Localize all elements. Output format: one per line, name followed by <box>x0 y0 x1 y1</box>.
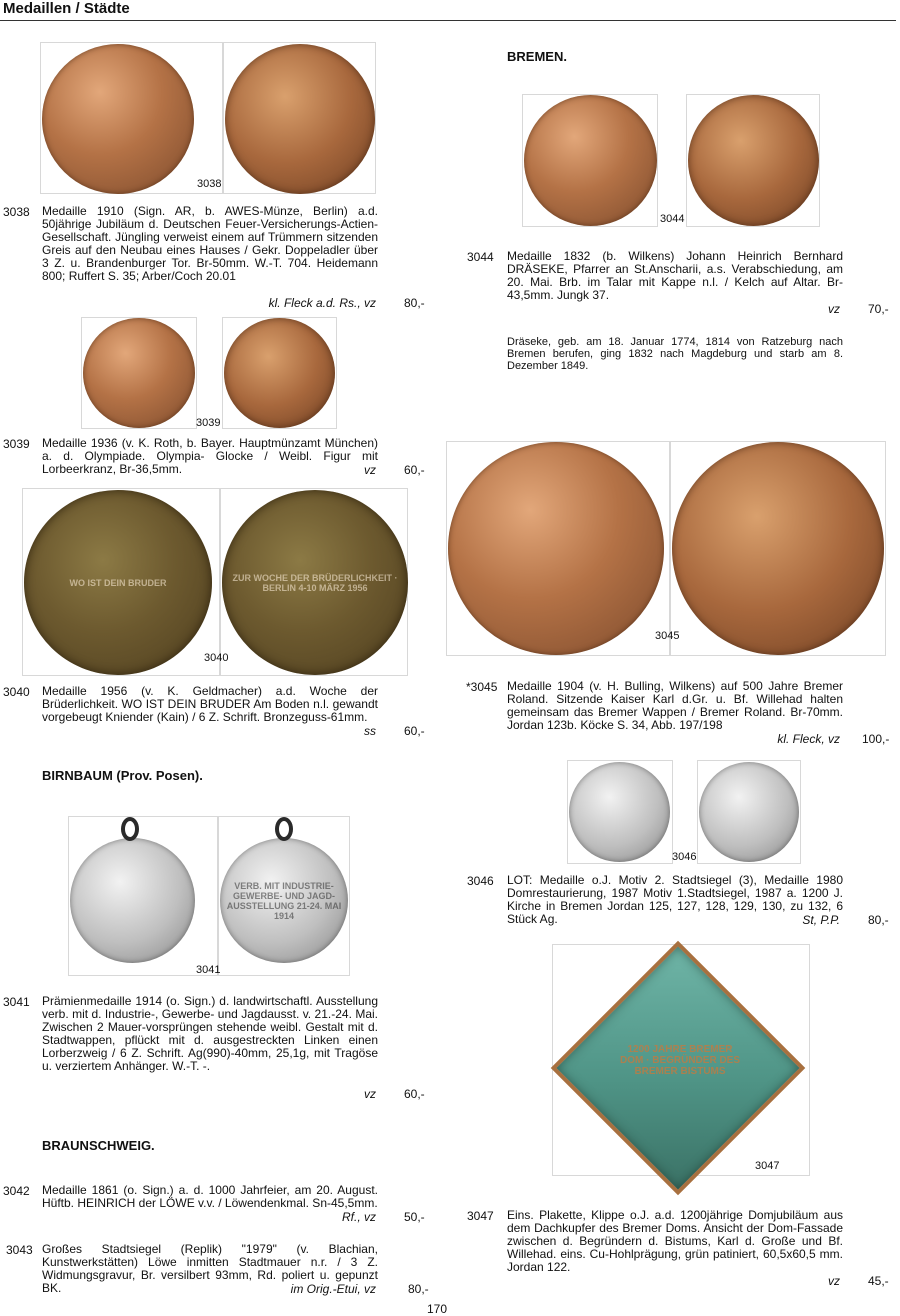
lot-price: 60,- <box>404 724 425 738</box>
lot-price: 50,- <box>404 1210 425 1224</box>
lot-grade: Rf., vz <box>341 1210 376 1224</box>
coin-reverse-image <box>220 838 348 963</box>
lot-grade: vz <box>364 463 376 477</box>
lot-grade: St, P.P. <box>802 913 840 927</box>
coin-reverse-image <box>225 44 375 194</box>
suspension-loop-image <box>121 817 139 841</box>
suspension-loop-image <box>275 817 293 841</box>
coin-obverse-image <box>448 442 664 655</box>
lot-grade: vz <box>828 302 840 316</box>
lot-number: 3038 <box>3 205 30 219</box>
coin-inscription-image: WO IST DEIN BRUDER <box>69 577 167 588</box>
coin-obverse-image <box>83 318 195 428</box>
plaque-inscription-image: 1200 JAHRE BREMER DOM · BEGRÜNDER DES BREMER BISTUMS <box>620 1043 741 1077</box>
section-heading-braunschweig: BRAUNSCHWEIG. <box>42 1138 155 1153</box>
lot-price: 70,- <box>868 302 889 316</box>
lot-number: 3041 <box>3 995 30 1009</box>
coin-reverse-image <box>224 318 335 428</box>
lot-number: 3044 <box>467 250 494 264</box>
lot-price: 100,- <box>862 732 890 746</box>
lot-grade: ss <box>364 724 376 738</box>
lot-description: Medaille 1936 (v. K. Roth, b. Bayer. Hauptmünzamt München) a. d. Olympiade. Olympia- Glocke / Weibl. Figur mit Lorbeerkranz, Br-36,5mm. <box>42 436 378 476</box>
coin-obverse-image <box>569 762 670 862</box>
image-number: 3040 <box>204 652 229 664</box>
lot-price: 60,- <box>404 1087 425 1101</box>
lot-description: Medaille 1832 (b. Wilkens) Johann Heinrich Bernhard DRÄSEKE, Pfarrer an St.Anscharii, a.s. Verabschiedung, am 20. Mai. Brb. im Talar mit Kappe n.l. / Kelch auf Altar. Br-43,5mm. Jungk 37. <box>507 249 843 302</box>
coin-reverse-image <box>699 762 799 862</box>
coin-obverse-image <box>42 44 194 194</box>
lot-number: 3040 <box>3 685 30 699</box>
lot-price: 45,- <box>868 1274 889 1288</box>
lot-description: Medaille 1910 (Sign. AR, b. AWES-Münze, Berlin) a.d. 50jährige Jubiläum d. Deutschen Feuer-Versicherungs-Actien-Gesellschaft. Jüngling verweist einem auf Trümmern sitzenden Greis auf den Neubau eines Hauses / Gekr. Doppeladler über 3 Z. u. Brandenburger Tor. Br-50mm. W.-T. 704. Heidemann 800; Ruffert S. 35; Arber/Coch 20.01 <box>42 204 378 283</box>
lot-grade: vz <box>828 1274 840 1288</box>
lot-footnote: Dräseke, geb. am 18. Januar 1774, 1814 von Ratzeburg nach Bremen berufen, ging 1832 nach Magdeburg und starb am 8. Dezember 1849. <box>507 336 843 372</box>
page-number: 170 <box>427 1302 448 1316</box>
page-title: Medaillen / Städte <box>3 0 130 17</box>
coin-obverse-image <box>70 838 195 963</box>
section-heading-birnbaum: BIRNBAUM (Prov. Posen). <box>42 768 203 783</box>
lot-price: 80,- <box>404 296 425 310</box>
lot-number: 3047 <box>467 1209 494 1223</box>
coin-inscription-image: ZUR WOCHE DER BRÜDERLICHKEIT · BERLIN 4-10 MÄRZ 1956 <box>232 572 398 593</box>
page-header <box>0 0 900 22</box>
lot-description: Eins. Plakette, Klippe o.J. a.d. 1200jährige Domjubiläum aus dem Dachkupfer des Bremer Doms. Ansicht der Dom-Fassade zwischen d. Begründern d. Bistums, Karl d. Große und Bf. Willehad. eins. Cu-Hohlprägung, grün patiniert, 60,5x60,5 mm. Jordan 122. <box>507 1208 843 1274</box>
lot-number: 3039 <box>3 437 30 451</box>
image-number: 3041 <box>196 964 221 976</box>
image-number: 3047 <box>755 1160 780 1172</box>
header-divider <box>0 20 896 21</box>
lot-number: 3043 <box>6 1243 33 1257</box>
coin-reverse-image <box>222 490 408 675</box>
coin-reverse-image <box>672 442 884 655</box>
lot-price: 60,- <box>404 463 425 477</box>
image-number: 3046 <box>672 851 697 863</box>
lot-price: 80,- <box>408 1282 429 1296</box>
coin-obverse-image <box>24 490 212 675</box>
lot-grade: im Orig.-Etui, vz <box>290 1282 376 1296</box>
lot-grade: kl. Fleck a.d. Rs., vz <box>268 296 376 310</box>
coin-reverse-image <box>688 95 819 226</box>
lot-description: Großes Stadtsiegel (Replik) "1979" (v. Blachian, Kunstwerkstätten) Löwe inmitten Stadtmauer n.r. / 3 Z. Widmungsgravur, Br. versilbert 93mm, Rd. poliert u. gepunzt BK. <box>42 1242 378 1295</box>
image-number: 3038 <box>197 178 222 190</box>
image-number: 3045 <box>655 630 680 642</box>
lot-description: Medaille 1904 (v. H. Bulling, Wilkens) auf 500 Jahre Bremer Roland. Sitzende Kaiser Karl d.Gr. u. Bf. Willehad halten gemeinsam das Bremer Wappen / Bremer Roland. Br-70mm. Jordan 123b. Köcke S. 34, Abb. 197/198 <box>507 679 843 732</box>
coin-inscription-image: VERB. MIT INDUSTRIE- GEWERBE- UND JAGD-AUSSTELLUNG 21-24. MAI 1914 <box>226 880 342 921</box>
lot-description: Prämienmedaille 1914 (o. Sign.) d. landwirtschaftl. Ausstellung verb. mit d. Industrie-, Gewerbe- und Jagdausst. v. 21.-24. Mai. Zwischen 2 Mauer-vorsprüngen stehende weibl. Gestalt mit d. Stadtwappen, pflückt mit d. ausgestreckten Linken einen Lorberzweig / 6 Z. Schrift. Ag(990)-40mm, 25,1g, mit Tragöse u. verziertem Anhänger. W.-T. -. <box>42 994 378 1073</box>
section-heading-bremen: BREMEN. <box>507 49 567 64</box>
image-number: 3039 <box>196 417 221 429</box>
lot-description: Medaille 1956 (v. K. Geldmacher) a.d. Woche der Brüderlichkeit. WO IST DEIN BRUDER Am Boden n.l. gewandt vorgebeugt Kniender (Kain) / 6 Z. Schrift. Bronzeguss-61mm. <box>42 684 378 724</box>
lot-number: 3046 <box>467 874 494 888</box>
lot-grade: vz <box>364 1087 376 1101</box>
lot-number: *3045 <box>466 680 498 694</box>
image-number: 3044 <box>660 213 685 225</box>
lot-price: 80,- <box>868 913 889 927</box>
lot-description: LOT: Medaille o.J. Motiv 2. Stadtsiegel (3), Medaille 1980 Domrestaurierung, 1987 Motiv 1.Stadtsiegel, 1987 a. 1200 J. Kirche in Bremen Jordan 125, 127, 128, 129, 130, zu 132, 6 Stück Ag. <box>507 873 843 926</box>
lot-grade: kl. Fleck, vz <box>777 732 840 746</box>
lot-description: Medaille 1861 (o. Sign.) a. d. 1000 Jahrfeier, am 20. August. Hüftb. HEINRICH der LÖWE v.v. / Löwendenkmal. Sn-45,5mm. <box>42 1183 378 1210</box>
coin-obverse-image <box>524 95 657 226</box>
lot-number: 3042 <box>3 1184 30 1198</box>
